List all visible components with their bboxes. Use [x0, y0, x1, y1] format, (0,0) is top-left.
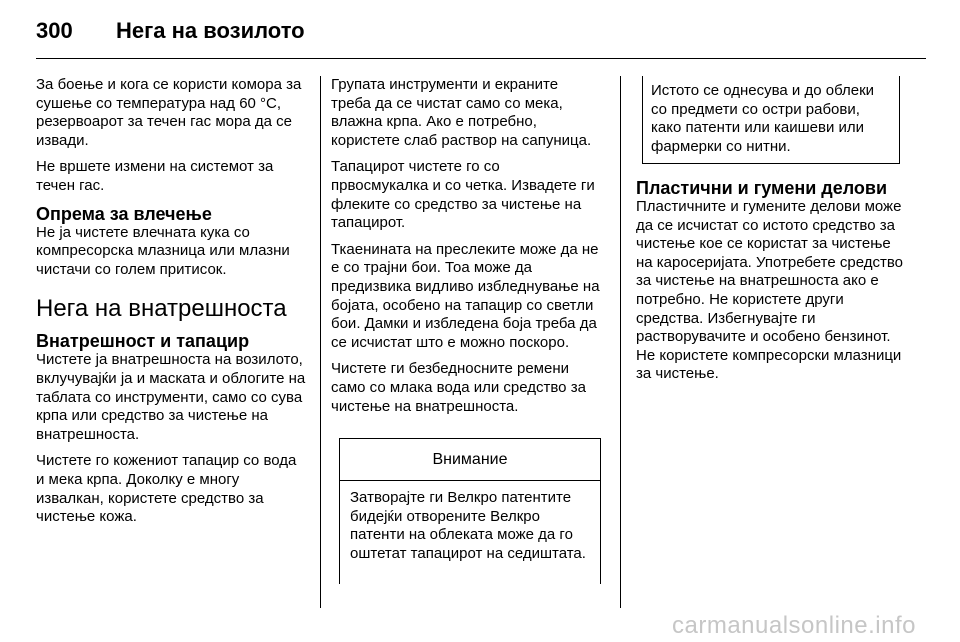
note-text: Истото се однесува и до облеки со предмети со остри рабови, како патенти или каишеви или фармерки со нитни. — [651, 82, 875, 155]
page-header — [36, 12, 926, 52]
column-1 — [36, 76, 308, 535]
column-3 — [636, 178, 908, 392]
paragraph-interior-cleaning: Чистете ја внатрешноста на возилото, вклучувајќи ја и маската и облогите на таблата со инструменти, само со сува крпа или средство за чистење на внатрешноста. — [36, 351, 306, 443]
column-2 — [331, 76, 601, 424]
caution-box — [339, 438, 601, 584]
column-divider-2 — [620, 76, 621, 608]
heading-plastic-rubber: Пластични и гумени делови — [636, 178, 888, 198]
page-title: Нега на возилото — [116, 18, 305, 43]
heading-towing-equipment: Опрема за влечење — [36, 203, 212, 224]
caution-text: Затворајте ги Велкро патентите бидејќи отворените Велкро патенти на облеката може да го оштетат тапацирот на седиштата. — [350, 489, 586, 562]
heading-interior-care: Нега на внатрешноста — [36, 295, 287, 323]
caution-title: Внимание — [340, 439, 600, 481]
paragraph-towing: Не ја чистете влечната кука со компресорска млазница или млазни чистачи со голем притисок. — [36, 223, 290, 278]
paragraph-painting: За боење и кога се користи комора за сушење со температура над 60 °C, резервоарот за течен гас мора да се извади. — [36, 76, 302, 149]
paragraph-plastic-cleaning: Пластичните и гумените делови може да се исчистат со истото средство за чистење кое се користат за чистење на каросеријата. Употребете средство за чистење на внатрешноста ако е потребно. Не користете други средства. Избегнувајте ги растворувачите и особено бензинот. Не користете компресорски млазници за чистење. — [636, 198, 903, 383]
heading-interior-trim: Внатрешност и тапацир — [36, 331, 250, 352]
paragraph-lpg-modifications: Не вршете измени на системот за течен гас. — [36, 158, 274, 194]
watermark: carmanualsonline.info — [672, 612, 916, 639]
paragraph-leather: Чистете го кожениот тапацир со вода и мека крпа. Доколку е многу извалкан, користете средство за чистење кожа. — [36, 452, 297, 526]
note-box-continued — [642, 76, 900, 164]
page-number: 300 — [36, 18, 73, 43]
paragraph-upholstery: Тапацирот чистете го со првосмукалка и со четка. Извадете ги флеките со средство за чистење на тапацирот. — [331, 158, 595, 232]
paragraph-seat-belts: Чистете ги безбедносните ремени само со млака вода или средство за чистење на внатрешноста. — [331, 360, 586, 415]
header-rule — [36, 58, 926, 59]
paragraph-instruments: Групата инструменти и екраните треба да се чистат само со мека, влажна крпа. Ако е потребно, користете слаб раствор на сапуница. — [331, 76, 592, 149]
column-divider-1 — [320, 76, 321, 608]
paragraph-fabric-colour: Ткаенината на преслеките може да не е со трајни бои. Тоа може да предизвика видливо избледнување на бојата, особено на тапацир со светли бои. Дамки и избледена боја треба да се исчистат што е можно поскоро. — [331, 240, 600, 351]
